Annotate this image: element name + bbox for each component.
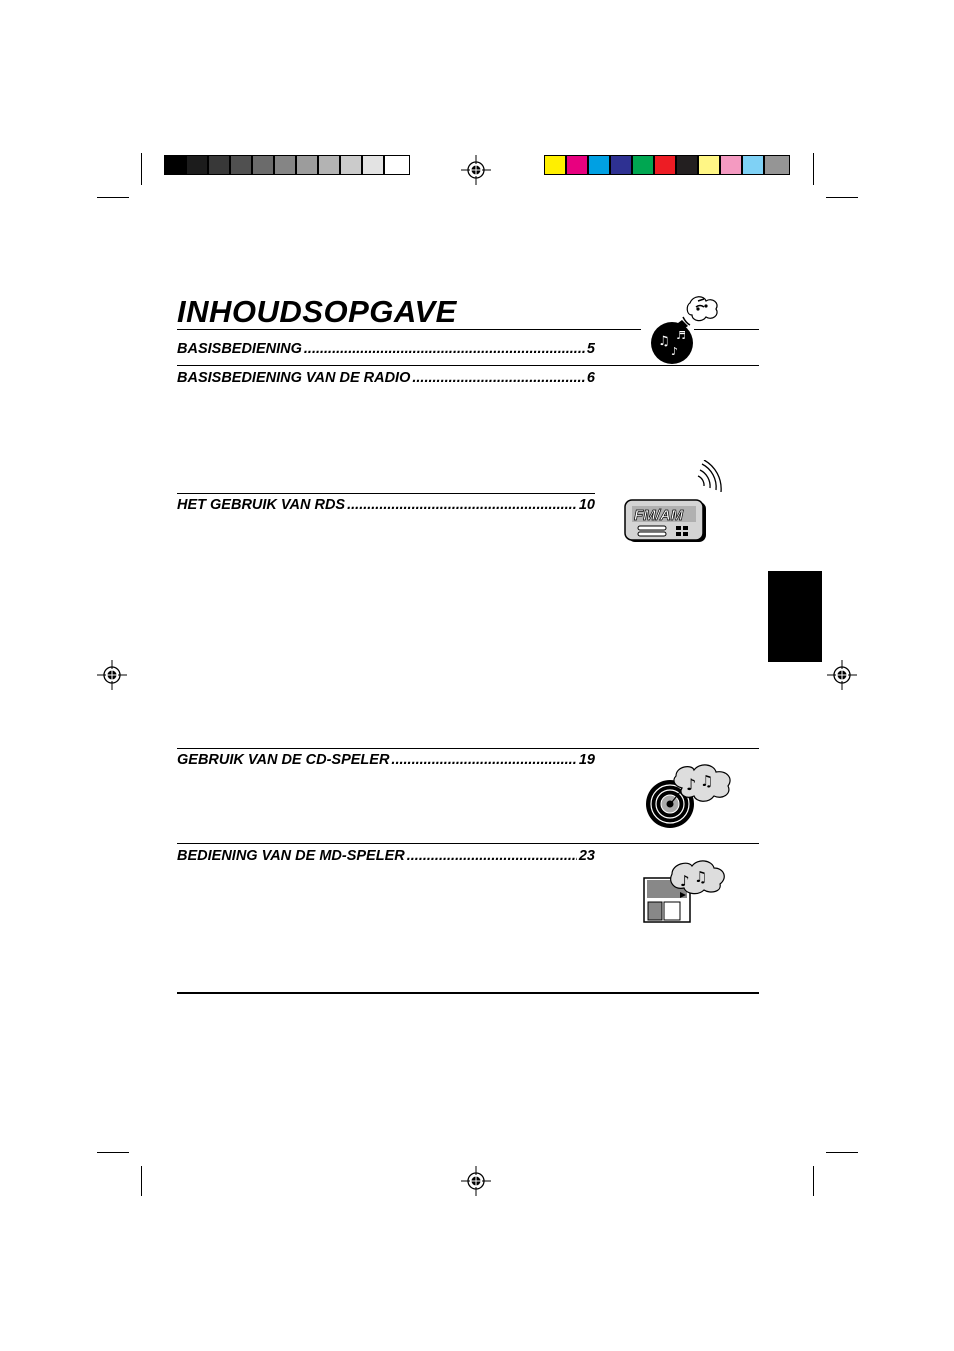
color-swatch [676, 155, 698, 175]
toc-leader-dots [304, 340, 585, 358]
toc-entry-label: HET GEBRUIK VAN RDS [177, 497, 346, 513]
toc-entry-label: GEBRUIK VAN DE CD-SPELER [177, 752, 390, 768]
svg-text:♫: ♫ [700, 772, 714, 790]
color-swatch [610, 155, 632, 175]
crop-mark-bottom-left-h [97, 1152, 129, 1153]
fm-am-radio-icon [622, 460, 726, 546]
crop-mark-bottom-right-h [826, 1152, 858, 1153]
toc-entry[interactable] [177, 751, 595, 769]
svg-text:♪: ♪ [671, 345, 679, 358]
cd-music-icon [642, 762, 736, 832]
color-swatch [566, 155, 588, 175]
crop-mark-bottom-right-v [813, 1166, 814, 1196]
color-swatch [654, 155, 676, 175]
toc-leader-dots [391, 751, 576, 769]
registration-mark-top-icon [461, 155, 491, 185]
bottom-rule [177, 992, 759, 994]
color-swatch [720, 155, 742, 175]
toc-leader-dots [407, 847, 577, 865]
gray-swatch [362, 155, 384, 175]
title-rule [177, 329, 641, 330]
gray-swatch [274, 155, 296, 175]
section-rule [177, 843, 759, 844]
color-swatch [764, 155, 790, 175]
color-swatch [632, 155, 654, 175]
toc-entry-page: 5 [586, 341, 595, 357]
toc-entry-label: BASISBEDIENING [177, 341, 302, 357]
crop-mark-bottom-left-v [141, 1166, 142, 1196]
toc-entry[interactable] [177, 496, 595, 514]
toc-entry-page: 6 [586, 370, 595, 386]
crop-mark-top-left-v [141, 153, 142, 185]
md-music-icon [642, 858, 728, 926]
toc-entry[interactable] [177, 369, 595, 387]
fm-am-label: FM/AM [634, 507, 684, 524]
crop-mark-top-right-v [813, 153, 814, 185]
toc-leader-dots [412, 369, 585, 387]
svg-text:♬: ♬ [676, 329, 686, 342]
gray-swatch [318, 155, 340, 175]
toc-leader-dots [347, 496, 577, 514]
section-rule [177, 365, 759, 366]
svg-text:♪: ♪ [680, 872, 690, 890]
svg-text:♫: ♫ [658, 334, 670, 349]
gray-swatch [164, 155, 186, 175]
toc-entry-page: 23 [578, 848, 595, 864]
toc-entry-page: 10 [578, 497, 595, 513]
gray-swatch [384, 155, 410, 175]
bomb-music-icon [638, 293, 722, 365]
color-swatch [742, 155, 764, 175]
crop-mark-top-left-h [97, 197, 129, 198]
registration-mark-left-icon [97, 660, 127, 690]
toc-entry-label: BASISBEDIENING VAN DE RADIO [177, 370, 411, 386]
section-thumb-tab [768, 571, 822, 662]
gray-swatch [340, 155, 362, 175]
svg-text:♪: ♪ [686, 775, 697, 794]
gray-swatch [296, 155, 318, 175]
svg-text:♫: ♫ [694, 868, 708, 886]
gray-swatch [208, 155, 230, 175]
section-rule [177, 748, 759, 749]
color-swatch [544, 155, 566, 175]
gray-swatch [230, 155, 252, 175]
registration-mark-right-icon [827, 660, 857, 690]
gray-swatch [252, 155, 274, 175]
page-title: INHOUDSOPGAVE [177, 294, 457, 329]
crop-mark-top-right-h [826, 197, 858, 198]
toc-entry[interactable] [177, 847, 595, 865]
color-swatch [698, 155, 720, 175]
toc-entry[interactable] [177, 340, 595, 358]
registration-mark-bottom-icon [461, 1166, 491, 1196]
gray-swatch [186, 155, 208, 175]
toc-entry-label: BEDIENING VAN DE MD-SPELER [177, 848, 405, 864]
color-swatch [588, 155, 610, 175]
toc-entry-page: 19 [578, 752, 595, 768]
section-rule [177, 493, 595, 494]
